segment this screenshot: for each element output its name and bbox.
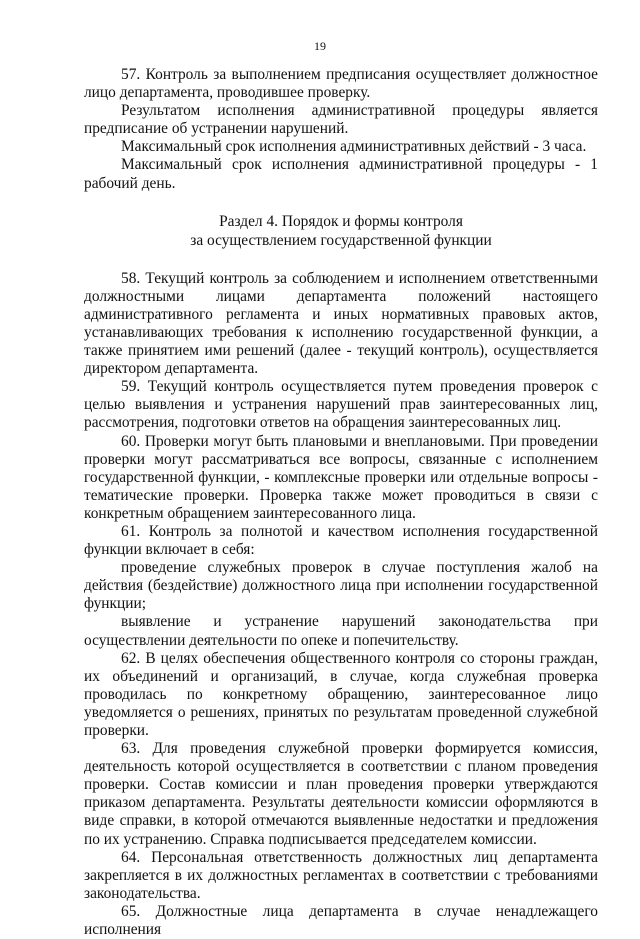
paragraph-62: 62. В целях обеспечения общественного контроля со стороны граждан, их объединений и организаций, в случае, когда служебная проверка проводилась по конкретному обращению, заинтересованное лицо уведомляется о решениях, принятых по результатам проведенной служебной проверки.	[84, 649, 598, 739]
paragraph-61-item-2: выявление и устранение нарушений законодательства при осуществлении деятельности по опеке и попечительству.	[84, 613, 598, 649]
paragraph-60: 60. Проверки могут быть плановыми и внеплановыми. При проведении проверки могут рассматриваться все вопросы, связанные с исполнением государственной функции, - комплексные проверки или отдельные вопросы - тематические проверки. Проверка также может проводиться в связи с конкретным обращением заинтересованного лица.	[84, 432, 598, 522]
document-body	[84, 66, 598, 939]
section-heading	[84, 212, 598, 250]
paragraph-max-procedure-time: Максимальный срок исполнения административной процедуры - 1 рабочий день.	[84, 156, 598, 192]
paragraph-64: 64. Персональная ответственность должностных лиц департамента закрепляется в их должностных регламентах в соответствии с требованиями законодательства.	[84, 848, 598, 902]
paragraph-61-item-1: проведение служебных проверок в случае поступления жалоб на действия (бездействие) должностного лица при исполнении государственной функции;	[84, 559, 598, 613]
paragraph-57: 57. Контроль за выполнением предписания осуществляет должностное лицо департамента, проводившее проверку.	[84, 66, 598, 102]
paragraph-61: 61. Контроль за полнотой и качеством исполнения государственной функции включает в себя:	[84, 522, 598, 559]
paragraph-65: 65. Должностные лица департамента в случае ненадлежащего исполнения	[84, 902, 598, 939]
paragraph-max-actions-time: Максимальный срок исполнения административных действий - 3 часа.	[121, 138, 587, 156]
paragraph-58: 58. Текущий контроль за соблюдением и исполнением ответственными должностными лицами департамента положений настоящего административного регламента и иных нормативных правовых актов, устанавливающих требования к исполнению государственной функции, а также принятием ими решений (далее - текущий контроль), осуществляется директором департамента.	[84, 269, 598, 378]
section-heading-line-1: Раздел 4. Порядок и формы контроля	[219, 212, 463, 230]
page-number: 19	[314, 39, 326, 53]
paragraph-59: 59. Текущий контроль осуществляется путем проведения проверок с целью выявления и устранения нарушений прав заинтересованных лиц, рассмотрения, подготовки ответов на обращения заинтересованных лиц.	[84, 378, 598, 432]
section-heading-line-2: за осуществлением государственной функции	[190, 231, 492, 249]
paragraph-result: Результатом исполнения административной процедуры является предписание об устранении нарушений.	[84, 102, 598, 138]
paragraph-63: 63. Для проведения служебной проверки формируется комиссия, деятельность которой осуществляется в соответствии с планом проведения проверки. Состав комиссии и план проведения проверки утверждаются приказом департамента. Результаты деятельности комиссии оформляются в виде справки, в которой отмечаются выявленные недостатки и предложения по их устранению. Справка подписывается председателем комиссии.	[84, 740, 598, 848]
